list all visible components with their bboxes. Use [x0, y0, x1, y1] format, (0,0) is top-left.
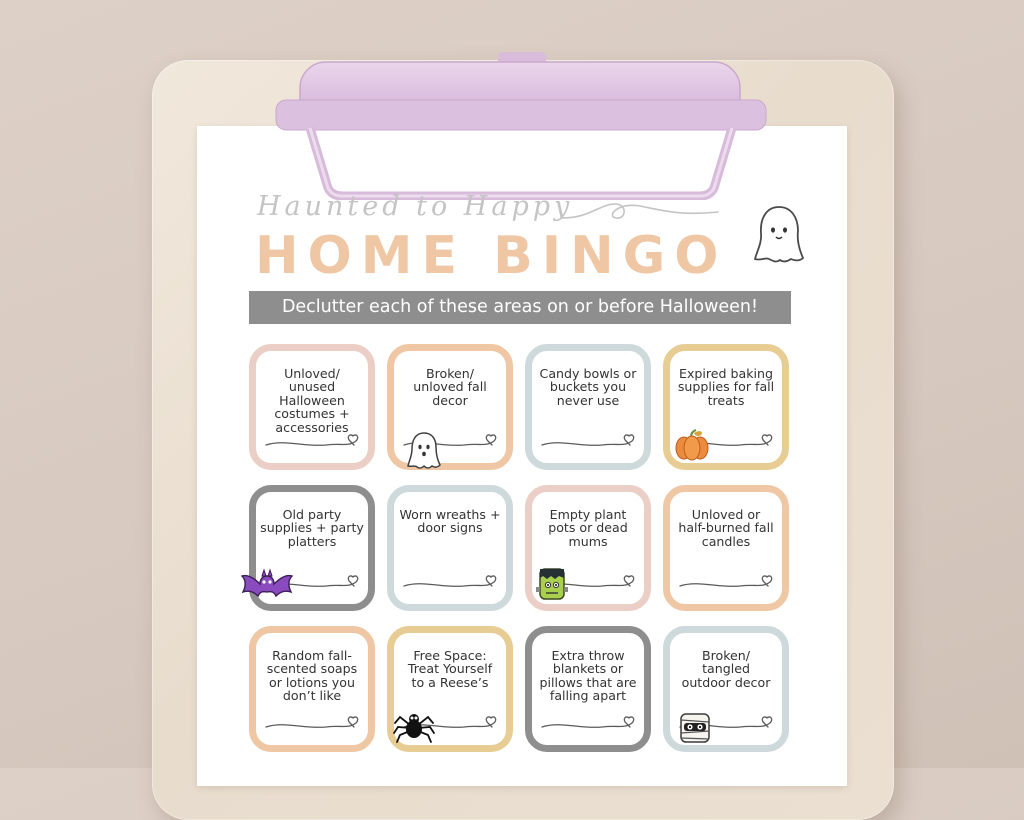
instruction-banner: Declutter each of these areas on or before Halloween! — [249, 291, 791, 324]
ghost-icon — [406, 430, 442, 470]
bingo-cell-text: Worn wreaths + door signs — [399, 507, 501, 536]
squiggle-heart-line — [264, 427, 368, 455]
bingo-cell-text: Candy bowls or buckets you never use — [539, 366, 637, 408]
squiggle-heart-line — [678, 568, 782, 596]
pumpkin-icon — [674, 429, 710, 461]
subtitle: Haunted to Happy — [257, 191, 574, 222]
bingo-cell — [249, 344, 375, 470]
bingo-cell — [387, 626, 513, 752]
bingo-cell — [249, 485, 375, 611]
squiggle-heart-line — [264, 709, 368, 737]
bingo-cell — [387, 485, 513, 611]
bingo-cell-text: Broken/ unloved fall decor — [413, 366, 487, 408]
bingo-cell-text: Extra throw blankets or pillows that are falling apart — [539, 648, 637, 704]
bingo-cell — [663, 626, 789, 752]
frankenstein-icon — [534, 565, 570, 605]
squiggle-heart-line — [402, 568, 506, 596]
bingo-cell-text: Broken/ tangled outdoor decor — [681, 648, 771, 690]
bingo-cell — [663, 344, 789, 470]
bingo-cell — [387, 344, 513, 470]
bingo-cell — [663, 485, 789, 611]
bingo-cell — [525, 344, 651, 470]
squiggle-heart-line — [540, 709, 644, 737]
swirl-decoration — [560, 196, 720, 226]
bingo-cell-text: Free Space: Treat Yourself to a Reese’s — [407, 648, 493, 690]
squiggle-heart-line — [540, 427, 644, 455]
bingo-cell — [525, 485, 651, 611]
bat-icon — [240, 564, 294, 604]
bingo-cell-text: Random fall- scented soaps or lotions you don’t like — [266, 648, 358, 704]
spider-icon — [392, 707, 436, 745]
bingo-cell — [249, 626, 375, 752]
page-title: HOME BINGO — [255, 226, 728, 286]
bingo-cell — [525, 626, 651, 752]
bingo-cell-text: Unloved or half-burned fall candles — [678, 507, 774, 549]
bingo-cell-text: Old party supplies + party platters — [260, 507, 364, 549]
clipboard-clip — [270, 50, 770, 200]
bingo-cell-text: Expired baking supplies for fall treats — [677, 366, 775, 408]
mummy-icon — [678, 711, 712, 745]
ghost-icon — [752, 203, 806, 267]
bingo-cell-text: Unloved/ unused Halloween costumes + accessories — [274, 366, 350, 435]
bingo-cell-text: Empty plant pots or dead mums — [548, 507, 628, 549]
